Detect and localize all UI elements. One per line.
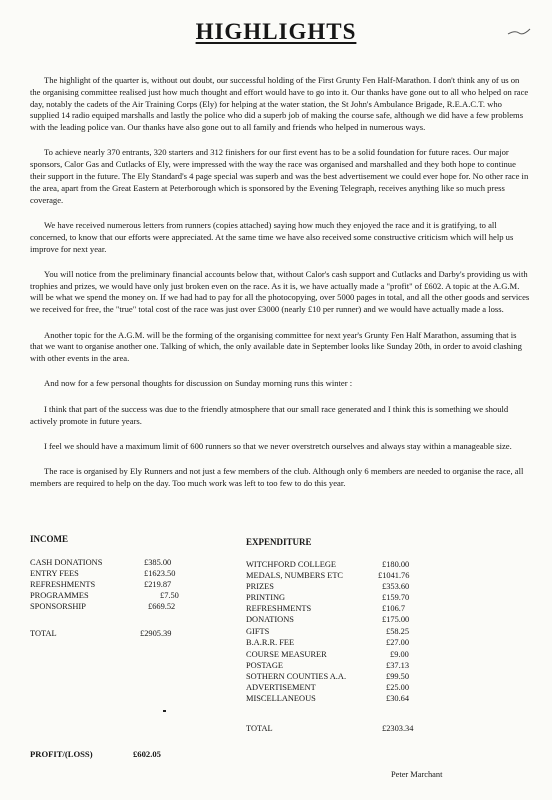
income-row bbox=[30, 568, 200, 579]
income-heading: INCOME bbox=[30, 534, 68, 544]
expenditure-label: SOTHERN COUNTIES A.A. bbox=[246, 672, 347, 681]
income-label: PROGRAMMES bbox=[30, 591, 89, 600]
expenditure-row bbox=[246, 603, 446, 614]
expenditure-total-amount: £2303.34 bbox=[382, 724, 414, 733]
expenditure-amount: £175.00 bbox=[382, 615, 410, 624]
expenditure-label: REFRESHMENTS bbox=[246, 604, 312, 613]
income-amount: £1623.50 bbox=[144, 569, 176, 578]
expenditure-row bbox=[246, 581, 446, 592]
expenditure-amount: £37.13 bbox=[386, 661, 410, 670]
expenditure-row bbox=[246, 693, 446, 704]
expenditure-amount: £58.25 bbox=[386, 627, 410, 636]
expenditure-amount: £353.60 bbox=[382, 582, 410, 591]
income-amount: £219.87 bbox=[144, 580, 172, 589]
pen-mark bbox=[507, 27, 531, 37]
expenditure-row bbox=[246, 637, 446, 648]
paragraph: I think that part of the success was due to the friendly atmosphere that our small race generated and I think this is something we should actively promote in future years. bbox=[30, 403, 509, 426]
expenditure-amount: £159.70 bbox=[382, 593, 410, 602]
paragraph: Another topic for the A.G.M. will be the forming of the organising committee for next year's Grunty Fen Half Marathon, assuming that is that we want to organise another one. Talking of which, the only available date in September looks like Sunday 20th, in order to avoid clashing with other events in the area. bbox=[30, 329, 522, 364]
expenditure-amount: £30.64 bbox=[386, 694, 410, 703]
article-body bbox=[30, 75, 530, 503]
expenditure-label: POSTAGE bbox=[246, 661, 284, 670]
expenditure-row bbox=[246, 626, 446, 637]
expenditure-row bbox=[246, 682, 446, 693]
expenditure-row bbox=[246, 570, 446, 581]
income-label: SPONSORSHIP bbox=[30, 602, 86, 611]
income-amount: £7.50 bbox=[160, 591, 179, 600]
paragraph: To achieve nearly 370 entrants, 320 starters and 312 finishers for our first event has to be a solid foundation for future races. Our major sponsors, Calor Gas and Cutlacks of Ely, were impressed with the way the race was organised and marshalled and they both hope to continue their support in the future. The Ely Standard's 4 page special was superb and was the best advertisement we could ever hope for. No other race in the area, apart from the Great Eastern at Peterborough which is sponsored by the Evening Telegraph, receives anything like so much press coverage. bbox=[30, 147, 529, 205]
expenditure-label: PRINTING bbox=[246, 593, 286, 602]
expenditure-total-label: TOTAL bbox=[246, 724, 273, 733]
expenditure-row bbox=[246, 559, 446, 570]
paragraph: You will notice from the preliminary financial accounts below that, without Calor's cash support and Cutlacks and Darby's providing us with trophies and prizes, we would have only just broken even on the race. As it is, we have actually made a "profit" of £602. A topic at the A.G.M. will be what we spend the money on. If we had had to pay for all the photocopying, over 5000 pages in total, and all the other goods and services we received for free, the "true" total cost of the race was just over £3000 (nearly £10 per runner) and we would have actually made a loss. bbox=[30, 268, 530, 315]
paragraph: I feel we should have a maximum limit of 600 runners so that we never overstretch ourselves and always stay within a manageable size. bbox=[44, 440, 512, 451]
expenditure-row bbox=[246, 671, 446, 682]
author-signature: Peter Marchant bbox=[391, 770, 443, 779]
income-label: CASH DONATIONS bbox=[30, 558, 103, 567]
expenditure-row bbox=[246, 649, 446, 660]
expenditure-label: ADVERTISEMENT bbox=[246, 683, 316, 692]
profit-loss-label: PROFIT/(LOSS) bbox=[30, 749, 93, 759]
expenditure-label: B.A.R.R. FEE bbox=[246, 638, 295, 647]
expenditure-row bbox=[246, 614, 446, 625]
income-amount: £385.00 bbox=[144, 558, 172, 567]
ink-speck bbox=[163, 710, 166, 712]
expenditure-label: WITCHFORD COLLEGE bbox=[246, 560, 337, 569]
paragraph: The race is organised by Ely Runners and not just a few members of the club. Although only 6 members are needed to organise the race, all members are required to help on the day. Too much work was left to too few to do this year. bbox=[30, 466, 524, 488]
expenditure-label: MEDALS, NUMBERS ETC bbox=[246, 571, 344, 580]
expenditure-amount: £99.50 bbox=[386, 672, 410, 681]
expenditure-amount: £25.00 bbox=[386, 683, 410, 692]
income-label: REFRESHMENTS bbox=[30, 580, 96, 589]
income-total-label: TOTAL bbox=[30, 629, 57, 638]
income-label: ENTRY FEES bbox=[30, 569, 79, 578]
expenditure-heading: EXPENDITURE bbox=[246, 537, 312, 547]
income-row bbox=[30, 557, 200, 568]
income-total-row bbox=[30, 628, 200, 639]
expenditure-label: DONATIONS bbox=[246, 615, 294, 624]
income-row bbox=[30, 601, 200, 612]
expenditure-row bbox=[246, 660, 446, 671]
expenditure-amount: £180.00 bbox=[382, 560, 410, 569]
income-row bbox=[30, 590, 200, 601]
expenditure-label: MISCELLANEOUS bbox=[246, 694, 316, 703]
income-amount: £669.52 bbox=[148, 602, 176, 611]
expenditure-amount: £1041.76 bbox=[378, 571, 410, 580]
income-total-amount: £2905.39 bbox=[140, 629, 172, 638]
paragraph: And now for a few personal thoughts for discussion on Sunday morning runs this winter : bbox=[44, 378, 353, 389]
expenditure-total-row bbox=[246, 723, 446, 734]
profit-loss-amount: £602.05 bbox=[133, 749, 161, 759]
expenditure-label: COURSE MEASURER bbox=[246, 650, 327, 659]
page-title: HIGHLIGHTS bbox=[195, 19, 357, 44]
expenditure-amount: £27.00 bbox=[386, 638, 410, 647]
expenditure-label: PRIZES bbox=[246, 582, 274, 591]
expenditure-row bbox=[246, 592, 446, 603]
income-row bbox=[30, 579, 200, 590]
paragraph: We have received numerous letters from runners (copies attached) saying how much they enjoyed the race and it is gratifying, to all concerned, to know that our efforts were appreciated. At the same time we have also received some constructive criticism which will help us improve for next year. bbox=[30, 219, 514, 254]
expenditure-label: GIFTS bbox=[246, 627, 270, 636]
expenditure-amount: £106.7 bbox=[382, 604, 406, 613]
paragraph: The highlight of the quarter is, without out doubt, our successful holding of the First Grunty Fen Half-Marathon. I don't think any of us on the organising committee realised just how much thought and effort would have to go into it. Our thanks have gone out to all who helped on race day, notably the cadets of the Air Training Corps (Ely) for helping at the water station, the St John's Ambulance Brigade, R.E.A.C.T. who supplied 14 radio equiped marshalls and lastly the police who did a superb job of making the course safe, although we did have a few problems with the leading police van. Our thanks have also gone out to all family and friends who helped in numerous ways. bbox=[30, 75, 529, 133]
expenditure-amount: £9.00 bbox=[390, 650, 409, 659]
